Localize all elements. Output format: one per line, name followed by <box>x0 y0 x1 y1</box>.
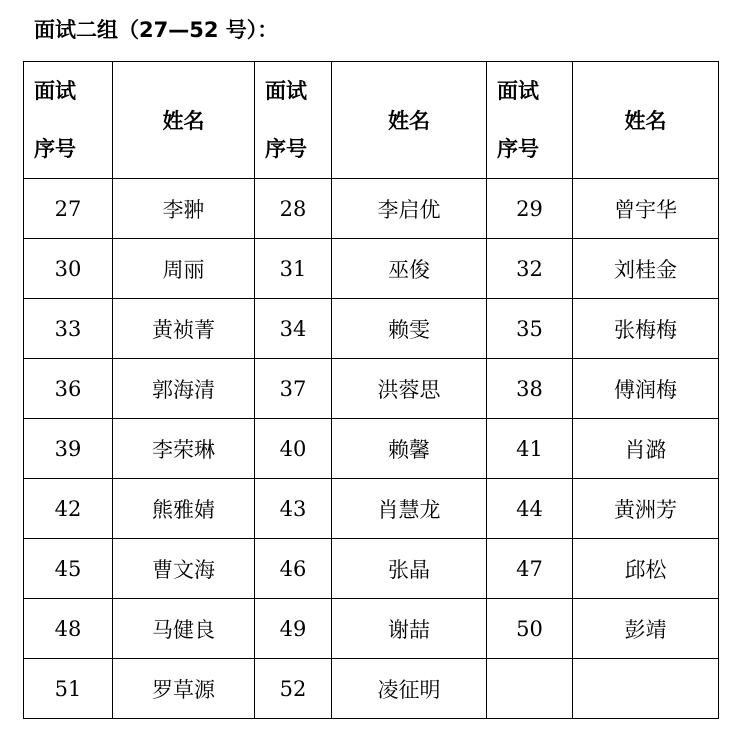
candidate-name: 黄祯菁 <box>113 299 255 359</box>
candidate-name: 赖馨 <box>332 419 487 479</box>
candidate-name: 谢喆 <box>332 599 487 659</box>
candidate-number: 41 <box>487 419 573 479</box>
table-row <box>24 599 719 659</box>
candidate-name: 黄洲芳 <box>573 479 719 539</box>
candidate-name: 肖潞 <box>573 419 719 479</box>
table-row <box>24 539 719 599</box>
table-row <box>24 659 719 719</box>
candidate-number: 34 <box>255 299 332 359</box>
candidate-number: 35 <box>487 299 573 359</box>
candidate-name: 傅润梅 <box>573 359 719 419</box>
candidate-number: 36 <box>24 359 113 419</box>
candidate-name: 郭海清 <box>113 359 255 419</box>
table-row <box>24 419 719 479</box>
candidate-name: 刘桂金 <box>573 239 719 299</box>
candidate-name: 凌征明 <box>332 659 487 719</box>
candidate-number: 46 <box>255 539 332 599</box>
table-row <box>24 179 719 239</box>
column-header-number <box>24 62 113 179</box>
candidate-name: 曾宇华 <box>573 179 719 239</box>
candidate-number: 27 <box>24 179 113 239</box>
candidate-name: 张梅梅 <box>573 299 719 359</box>
column-header-number-line1: 面试 <box>497 79 539 103</box>
candidate-name: 周丽 <box>113 239 255 299</box>
candidate-number: 43 <box>255 479 332 539</box>
candidate-number: 52 <box>255 659 332 719</box>
candidate-name: 巫俊 <box>332 239 487 299</box>
table-row <box>24 299 719 359</box>
candidate-number: 47 <box>487 539 573 599</box>
candidate-number: 29 <box>487 179 573 239</box>
table-row <box>24 479 719 539</box>
candidate-number: 30 <box>24 239 113 299</box>
candidate-name: 邱松 <box>573 539 719 599</box>
candidate-number: 32 <box>487 239 573 299</box>
column-header-number-line2: 序号 <box>497 137 539 161</box>
candidate-number: 44 <box>487 479 573 539</box>
candidate-number: 45 <box>24 539 113 599</box>
header-row <box>24 62 719 179</box>
candidate-name: 曹文海 <box>113 539 255 599</box>
candidate-name: 彭靖 <box>573 599 719 659</box>
candidate-name: 李荣琳 <box>113 419 255 479</box>
column-header-number <box>255 62 332 179</box>
table-row <box>24 359 719 419</box>
candidate-number: 31 <box>255 239 332 299</box>
candidate-number: 42 <box>24 479 113 539</box>
candidate-number: 37 <box>255 359 332 419</box>
empty-cell <box>487 659 573 719</box>
table-row <box>24 239 719 299</box>
candidate-number: 28 <box>255 179 332 239</box>
page-title: 面试二组（27—52 号）： <box>34 18 279 42</box>
column-header-number-line1: 面试 <box>34 79 76 103</box>
column-header-number-line1: 面试 <box>265 79 307 103</box>
candidate-name: 马健良 <box>113 599 255 659</box>
column-header-number-line2: 序号 <box>265 137 307 161</box>
column-header-number-line2: 序号 <box>34 137 76 161</box>
candidate-number: 33 <box>24 299 113 359</box>
interview-roster-table <box>23 61 719 719</box>
candidate-name: 赖雯 <box>332 299 487 359</box>
candidate-name: 李翀 <box>113 179 255 239</box>
candidate-number: 40 <box>255 419 332 479</box>
column-header-number <box>487 62 573 179</box>
candidate-name: 张晶 <box>332 539 487 599</box>
column-header-name: 姓名 <box>113 62 255 179</box>
candidate-name: 肖慧龙 <box>332 479 487 539</box>
candidate-name: 熊雅婧 <box>113 479 255 539</box>
candidate-name: 李启优 <box>332 179 487 239</box>
candidate-number: 51 <box>24 659 113 719</box>
candidate-name: 罗草源 <box>113 659 255 719</box>
empty-cell <box>573 659 719 719</box>
candidate-number: 38 <box>487 359 573 419</box>
candidate-name: 洪蓉思 <box>332 359 487 419</box>
candidate-number: 48 <box>24 599 113 659</box>
candidate-number: 50 <box>487 599 573 659</box>
column-header-name: 姓名 <box>332 62 487 179</box>
candidate-number: 39 <box>24 419 113 479</box>
column-header-name: 姓名 <box>573 62 719 179</box>
candidate-number: 49 <box>255 599 332 659</box>
